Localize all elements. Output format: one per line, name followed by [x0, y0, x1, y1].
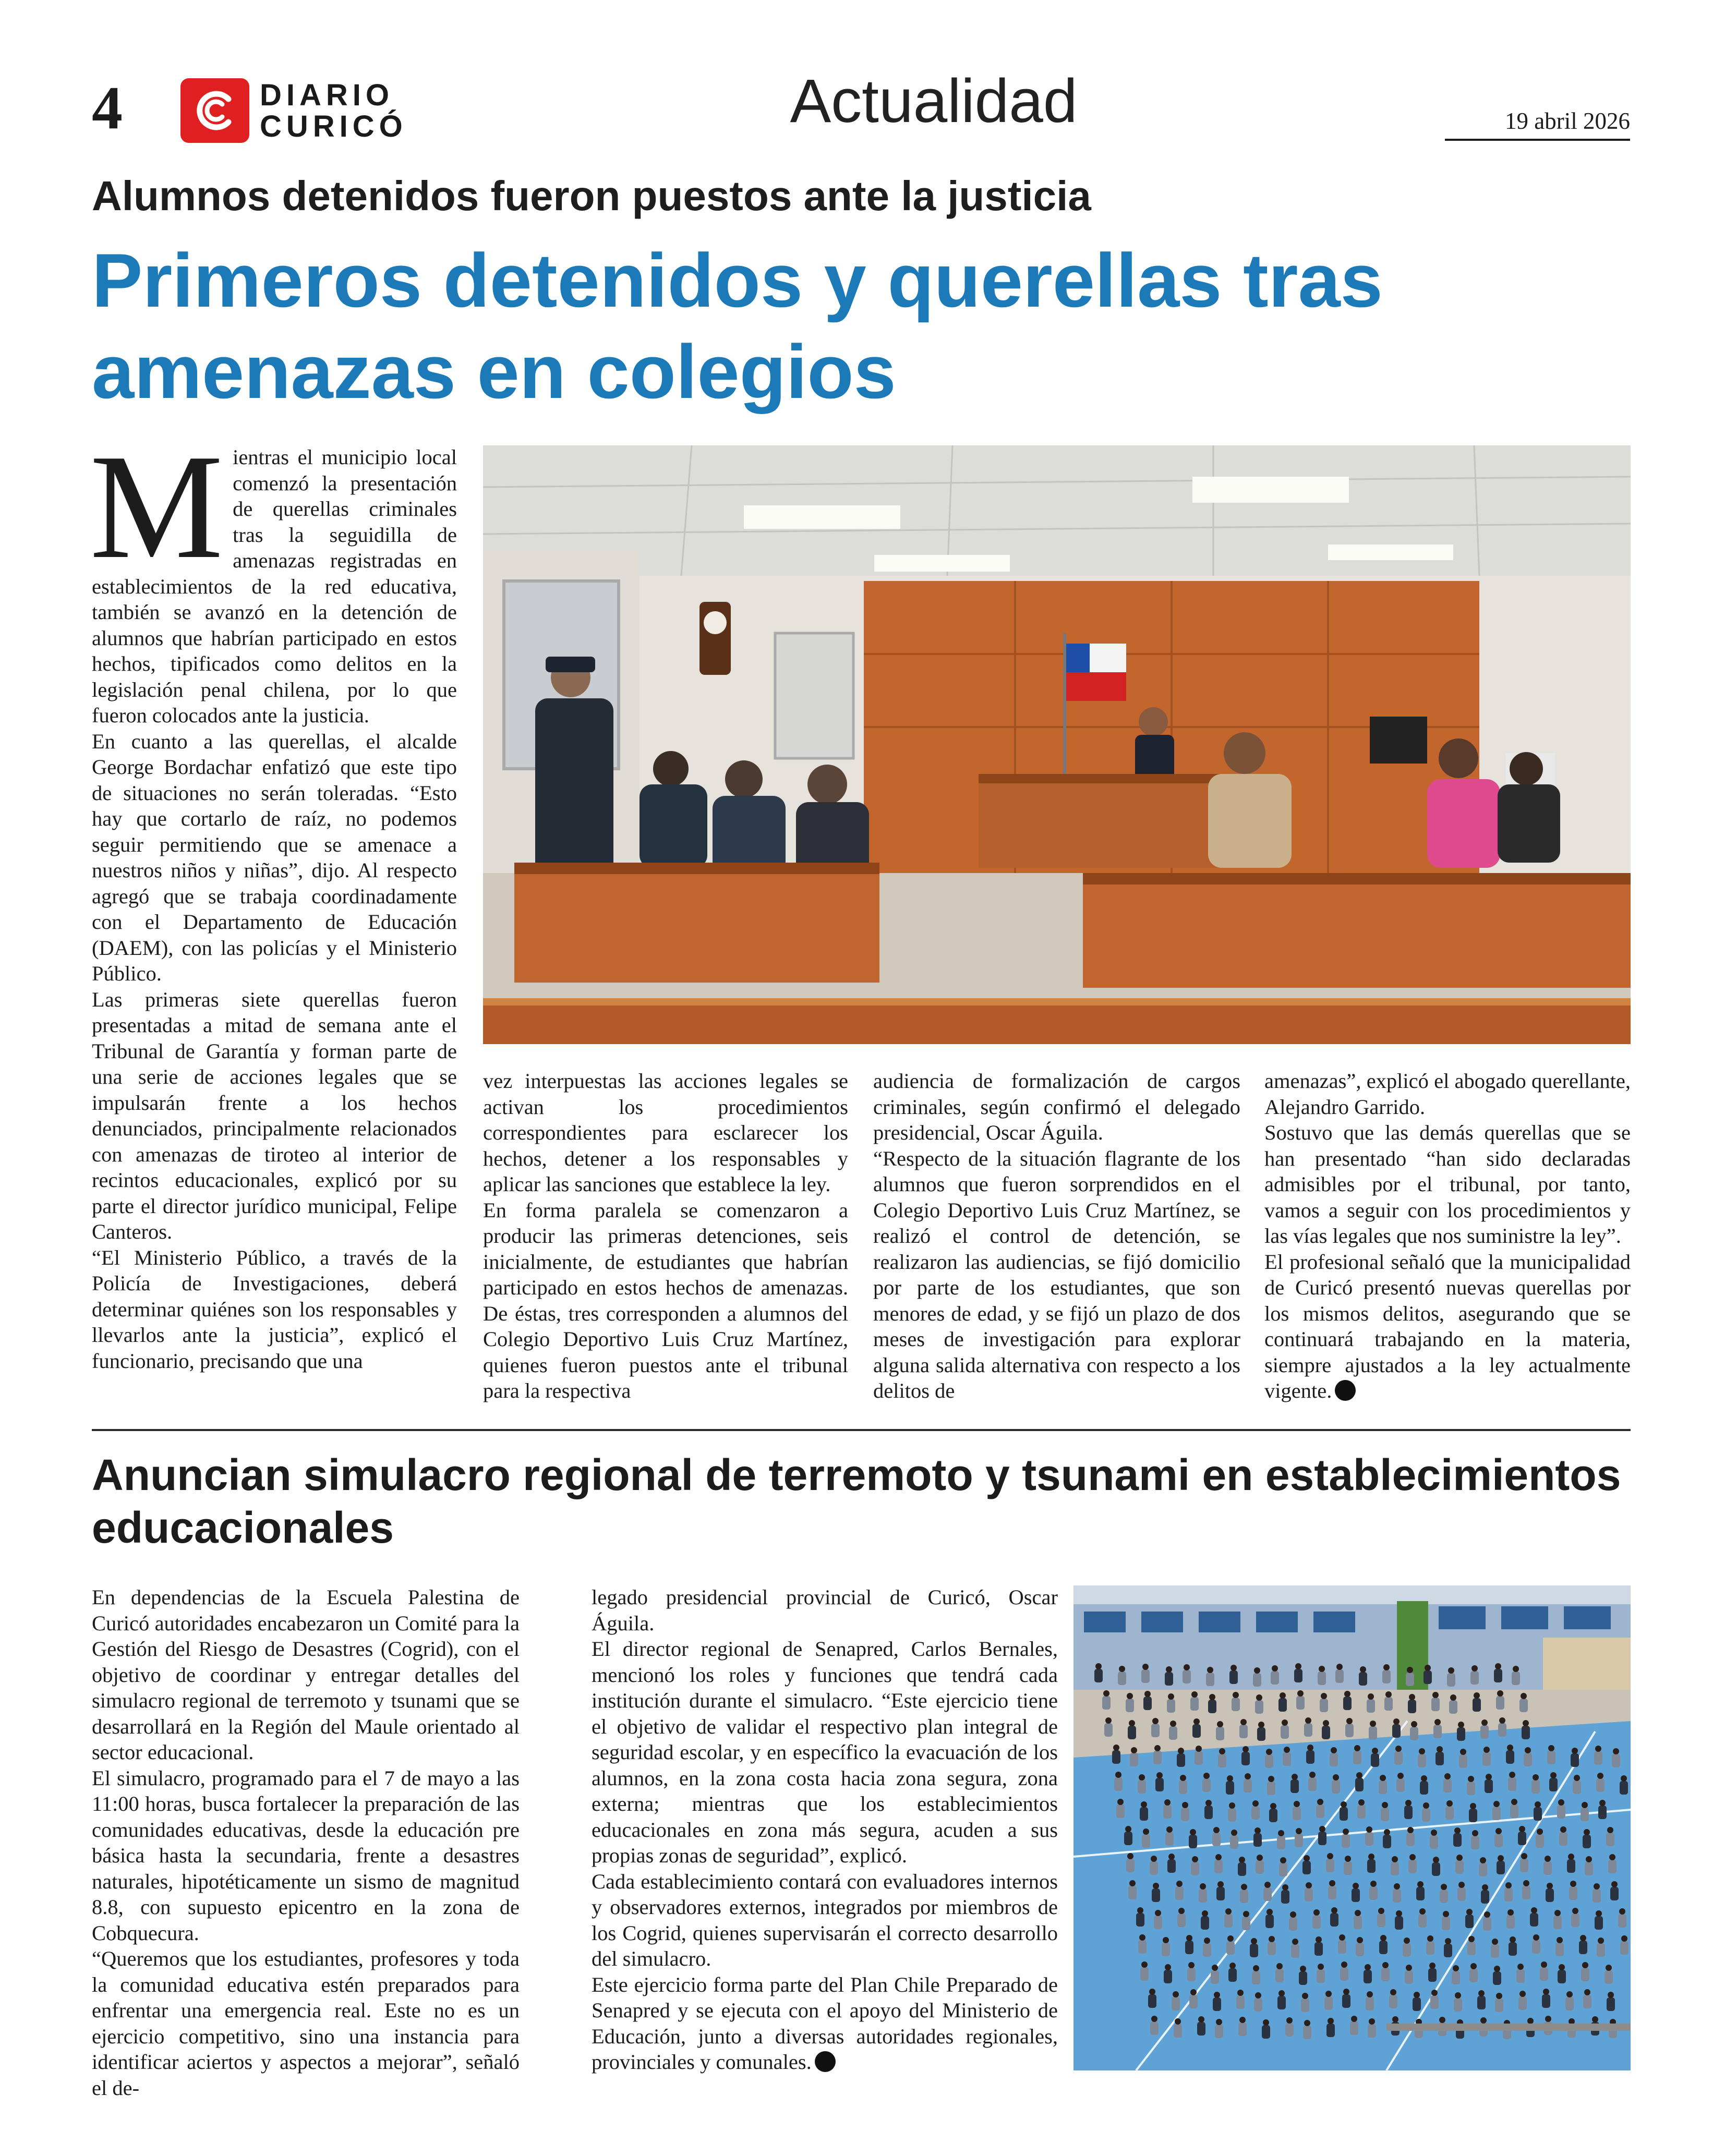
article1-paragraph: En forma paralela se comenzaron a producir las primeras detenciones, seis inicialmente, de estudiantes que habrían participado en estos hechos de amenazas. De éstas, tres corresponden a alumnos del Colegio Deportivo Luis Cruz Martínez, quienes fueron puestos ante el tribunal para la respectiva [483, 1198, 848, 1402]
article1-drop-cap: M [90, 423, 224, 590]
issue-date: 19 abril 2026 [1445, 107, 1630, 141]
article1-paragraph: Sostuvo que las demás querellas que se han presentado “han sido declaradas admisibles por el tribunal, por tanto, vamos a seguir con los procedimientos y las vías legales que nos suministre la ley”. [1264, 1121, 1631, 1247]
article1-paragraph: vez interpuestas las acciones legales se activan los procedimientos correspondientes para esclarecer los hechos, detener a los responsables y aplicar las sanciones que establece la ley. [483, 1069, 848, 1196]
article1-column-1 [90, 423, 457, 1374]
article2-column-1 [92, 1584, 520, 2101]
article1-headline: Primeros detenidos y querellas tras amenazas en colegios [92, 238, 1383, 415]
article1-paragraph: Las primeras siete querellas fueron presentadas a mitad de semana ante el Tribunal de Garantía y forman parte de una serie de acciones legales que se impulsarán frente a los hechos denunciados, principalmente relacionados con amenazas de tiroteo al interior de recintos educacionales, explicó por su parte el director jurídico municipal, Felipe Canteros. [92, 987, 457, 1243]
article2-paragraph: legado presidencial provincial de Curicó, Oscar Águila. [592, 1585, 1058, 1635]
article1-paragraph: audiencia de formalización de cargos criminales, según confirmó el delegado presidencial, Oscar Águila. [873, 1069, 1240, 1144]
logo-text-line1: DIARIO [260, 78, 394, 112]
logo-text-line2: CURICÓ [260, 110, 407, 143]
article1-paragraph: ientras el municipio local comenzó la presentación de querellas criminales tras la seguidilla de amenazas registradas en establecimientos de la red educativa, también se avanzó en la detención de alumnos que habrían participado en estos hechos, tipificados como delitos en la legislación penal chilena, por lo que fueron colocados ante la justicia. [92, 445, 457, 727]
article2-headline: Anuncian simulacro regional de terremoto y tsunami en establecimientos educacionales [92, 1450, 1621, 1552]
article2-paragraph: El simulacro, programado para el 7 de mayo a las 11:00 horas, busca fortalecer la preparación de las comunidades educativas, desde la educación pre básica hasta la secundaria, frente a desastres naturales, hipotéticamente un sismo de magnitud 8.8, con supuesto epicentro en la zona de Cobquecura. [92, 1766, 520, 1945]
school-drill-photo [1073, 1585, 1631, 2070]
article1-column-2 [483, 1068, 848, 1404]
article1-paragraph: En cuanto a las querellas, el alcalde George Bordachar enfatizó que este tipo de situaciones no serán toleradas. “Esto hay que cortarlo de raíz, no podemos seguir permitiendo que se amenace a nuestros niños y niñas”, dijo. Al respecto agregó que se trabaja coordinadamente con el Departamento de Educación (DAEM), con las policías y el Ministerio Público. [92, 729, 457, 985]
article1-paragraph: “El Ministerio Público, a través de la Policía de Investigaciones, deberá determinar quiénes son los responsables y llevarlos ante la justicia”, explicó el funcionario, precisando que una [92, 1245, 457, 1373]
article1-paragraph: amenazas”, explicó el abogado querellante, Alejandro Garrido. [1264, 1069, 1631, 1119]
article1-column-3 [873, 1068, 1240, 1404]
courtroom-photo [483, 445, 1631, 1044]
end-of-article-icon [1335, 1380, 1356, 1401]
end-of-article-icon [815, 2051, 836, 2072]
section-title: Actualidad [790, 67, 1078, 136]
article2-paragraph: “Queremos que los estudiantes, profesores y toda la comunidad educativa estén preparados para enfrentar una emergencia real. Este no es un ejercicio competitivo, sino una instancia para identificar aciertos y aspectos a mejorar”, señaló el de- [92, 1947, 520, 2100]
article2-paragraph: Cada establecimiento contará con evaluadores internos y observadores externos, integrados por miembros de los Cogrid, quienes supervisarán el correcto desarrollo del simulacro. [592, 1869, 1058, 1970]
article2-column-2 [592, 1584, 1058, 2075]
newspaper-logo [180, 78, 431, 143]
article1-paragraph: El profesional señaló que la municipalidad de Curicó presentó nuevas querellas por los mismos delitos, asegurando que se continuará trabajando en la materia, siempre ajustados a la ley actualmente vigente. [1264, 1250, 1631, 1402]
article1-kicker: Alumnos detenidos fueron puestos ante la justicia [92, 173, 1091, 219]
article1-column-4 [1264, 1068, 1631, 1404]
article2-paragraph: En dependencias de la Escuela Palestina de Curicó autoridades encabezaron un Comité para la Gestión del Riesgo de Desastres (Cogrid), con el objetivo de coordinar y entregar detalles del simulacro regional de terremoto y tsunami que se desarrollará en la Región del Maule orientado al sector educacional. [92, 1585, 520, 1764]
article2-paragraph: Este ejercicio forma parte del Plan Chile Preparado de Senapred y se ejecuta con el apoyo del Ministerio de Educación, junto a diversas autoridades regionales, provinciales y comunales. [592, 1972, 1058, 2074]
page-number: 4 [92, 74, 123, 142]
article2-paragraph: El director regional de Senapred, Carlos Bernales, mencionó los roles y funciones que tendrá cada institución durante el simulacro. “Este ejercicio tiene el objetivo de validar el respectivo plan integral de seguridad escolar, y en específico la evacuación de los alumnos, en la zona costa hacia zona segura, zona externa; mientras que los establecimientos educacionales en zona más segura, acuden a sus propias zonas de seguridad”, explicó. [592, 1637, 1058, 1867]
article1-paragraph: “Respecto de la situación flagrante de los alumnos que fueron sorprendidos en el Colegio Deportivo Luis Cruz Martínez, se realizó el control de detención, se realizaron las audiencias, se fijó domicilio por parte de los estudiantes, que son menores de edad, y se fijó un plazo de dos meses de investigación para explorar alguna salida alternativa con respecto a los delitos de [873, 1146, 1240, 1402]
logo-mark-icon [180, 78, 249, 143]
article-divider [92, 1429, 1631, 1431]
